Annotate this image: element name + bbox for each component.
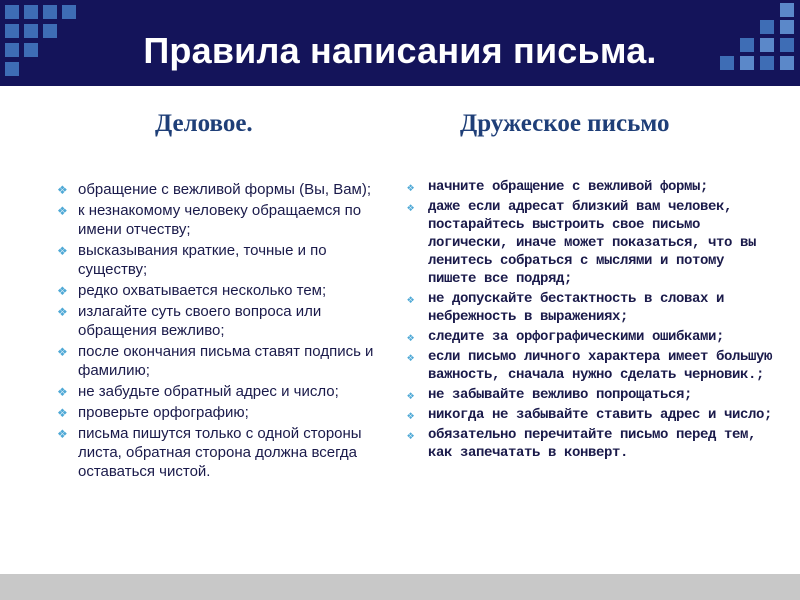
list-item-text: излагайте суть своего вопроса или обращения вежливо; [78,303,322,339]
list-item [405,406,780,424]
decor-square [43,5,57,19]
list-item [55,424,385,481]
list-item [55,180,385,199]
list-item [405,386,780,404]
diamond-bullet-icon: ❖ [57,345,68,359]
diamond-bullet-icon: ❖ [57,427,68,441]
diamond-bullet-icon: ❖ [407,201,414,215]
list-item [55,201,385,239]
list-item-text: начните обращение с вежливой формы; [428,179,709,195]
list-item-text: к незнакомому человеку обращаемся по имени отчеству; [78,202,362,238]
diamond-bullet-icon: ❖ [57,204,68,218]
list-item-text: не забывайте вежливо попрощаться; [428,387,693,403]
list-item-text: проверьте орфографию; [78,404,249,421]
list-item [405,328,780,346]
diamond-bullet-icon: ❖ [407,429,414,443]
list-item [405,426,780,462]
list-item-text: не забудьте обратный адрес и число; [78,383,339,400]
business-letter-rules-list [55,180,385,483]
list-item-text: даже если адресат близкий вам человек, постарайтесь выстроить свое письмо логически, иначе может показаться, что вы ленитесь собраться с мыслями и потому пишете все подряд; [428,199,757,287]
list-item [55,403,385,422]
diamond-bullet-icon: ❖ [57,284,68,298]
diamond-bullet-icon: ❖ [407,331,414,345]
list-item [55,281,385,300]
list-item [405,290,780,326]
list-item-text: письма пишутся только с одной стороны листа, обратная сторона должна всегда оставаться чистой. [78,425,362,480]
diamond-bullet-icon: ❖ [57,385,68,399]
diamond-bullet-icon: ❖ [407,293,414,307]
list-item [55,382,385,401]
list-item [405,178,780,196]
diamond-bullet-icon: ❖ [407,409,414,423]
list-item [405,348,780,384]
list-item-text: после окончания письма ставят подпись и фамилию; [78,343,374,379]
list-item [55,241,385,279]
left-column-heading: Деловое. [155,110,253,137]
list-item-text: следите за орфографическими ошибками; [428,329,725,345]
diamond-bullet-icon: ❖ [407,181,414,195]
slide-title: Правила написания письма. [143,30,657,71]
list-item [55,302,385,340]
decor-square [780,3,794,17]
list-item-text: обязательно перечитайте письмо перед тем, как запечатать в конверт. [428,427,757,461]
decor-square [24,5,38,19]
list-item [405,198,780,288]
footer-bar [0,574,800,600]
diamond-bullet-icon: ❖ [57,244,68,258]
list-item-text: не допускайте бестактность в словах и небрежность в выражениях; [428,291,725,325]
list-item-text: если письмо личного характера имеет большую важность, сначала нужно сделать черновик.; [428,349,773,383]
friendly-letter-rules-list [405,178,780,464]
decor-square [62,5,76,19]
diamond-bullet-icon: ❖ [57,406,68,420]
list-item-text: высказывания краткие, точные и по существу; [78,242,327,278]
diamond-bullet-icon: ❖ [57,183,68,197]
diamond-bullet-icon: ❖ [407,351,414,365]
diamond-bullet-icon: ❖ [57,305,68,319]
list-item-text: обращение с вежливой формы (Вы, Вам); [78,181,372,198]
title-bar [0,0,800,86]
list-item-text: никогда не забывайте ставить адрес и число; [428,407,773,423]
diamond-bullet-icon: ❖ [407,389,414,403]
list-item [55,342,385,380]
decor-square [5,5,19,19]
right-column-heading: Дружеское письмо [460,110,670,137]
list-item-text: редко охватывается несколько тем; [78,282,327,299]
